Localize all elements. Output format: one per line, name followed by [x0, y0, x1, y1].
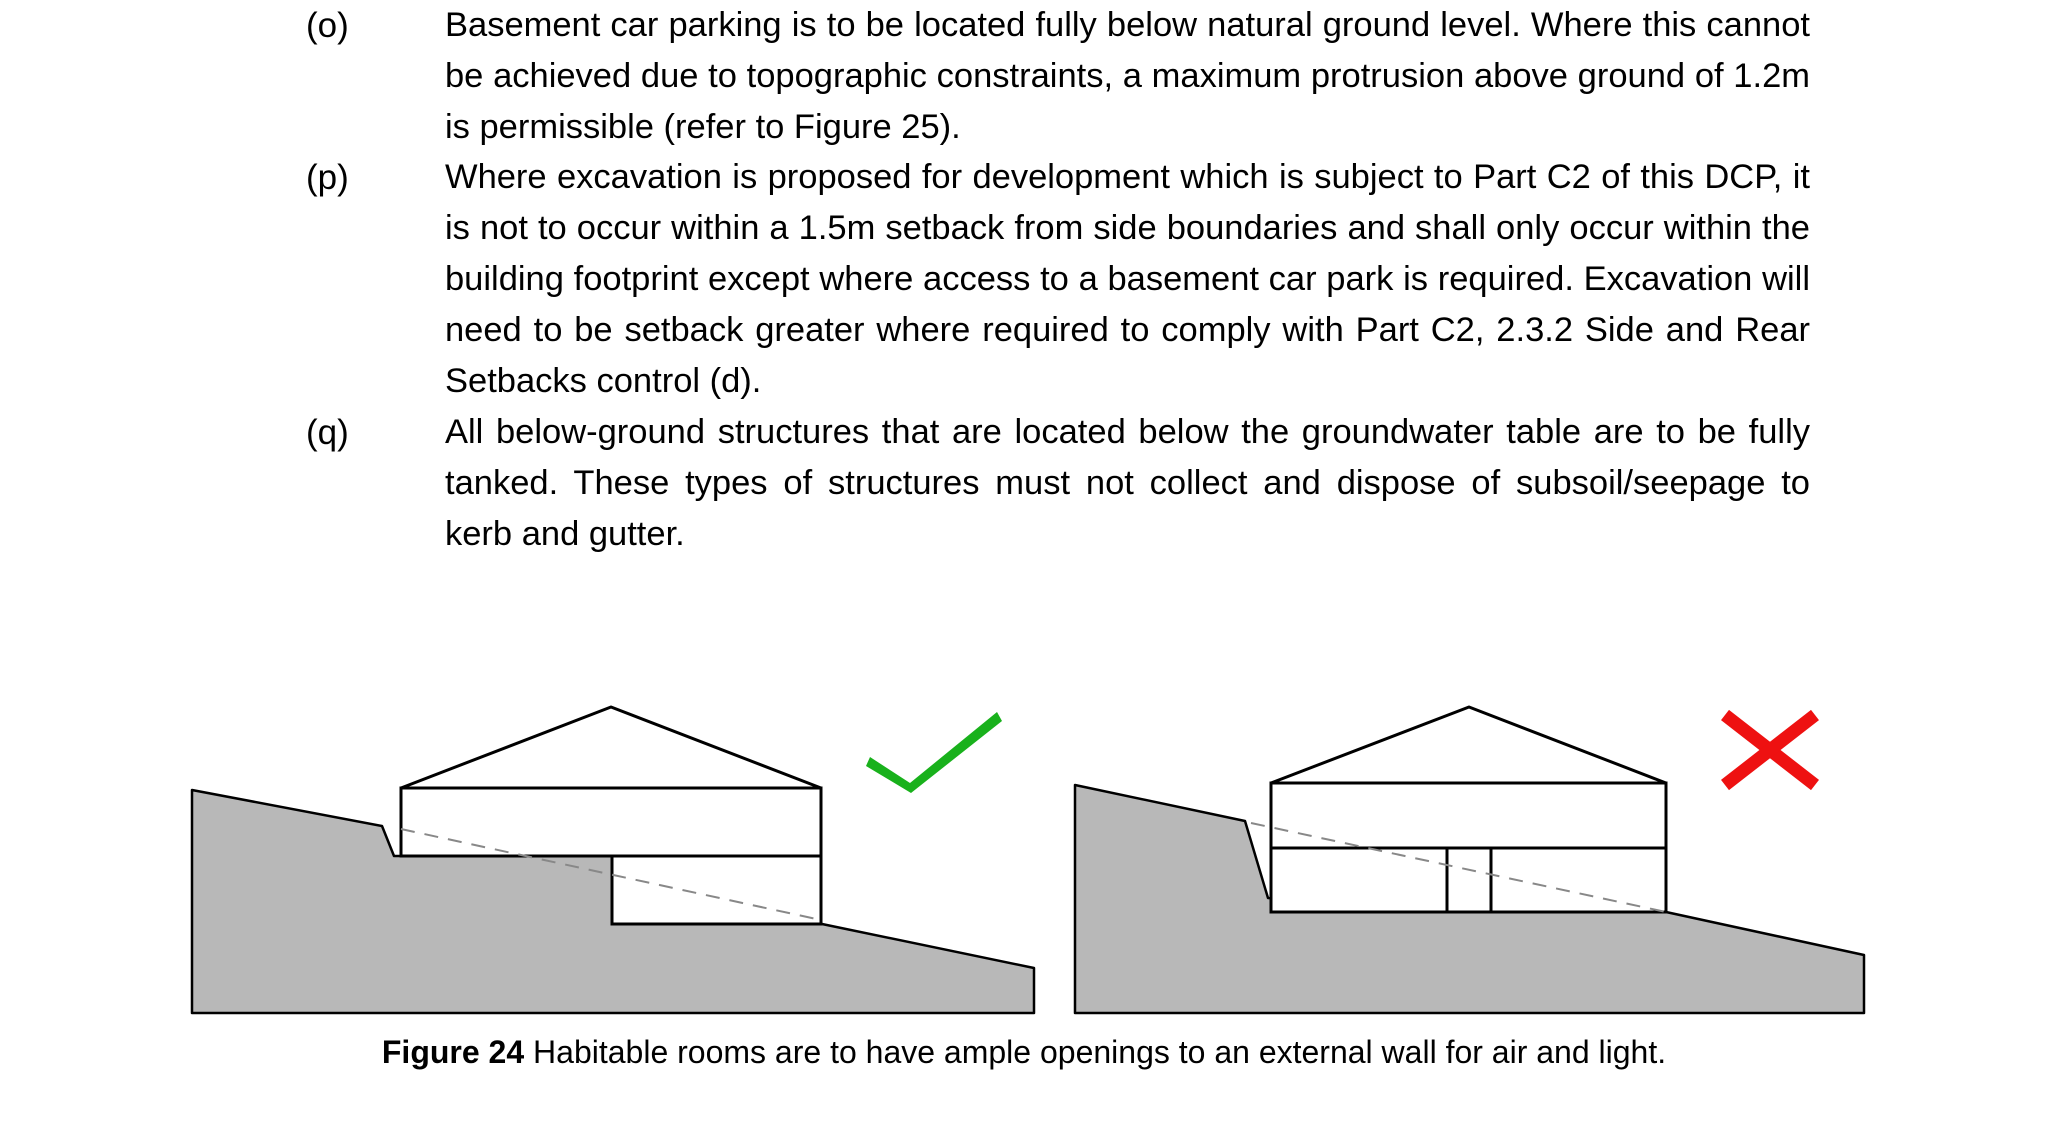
roof-left	[401, 707, 821, 788]
incorrect-example	[1075, 707, 1864, 1013]
clause-label: (p)	[306, 158, 349, 197]
roof-right	[1271, 707, 1666, 783]
clause-text: Where excavation is proposed for development which is subject to Part C2 of this DCP, it is not to occur within a 1.5m setback from side boundaries and shall only occur within the building footprint except where access to a basement car park is required. Excavation will need to be setback greater where required to comply with Part C2, 2.3.2 Side and Rear Setbacks control (d).	[445, 158, 1810, 400]
figure-caption-text: Habitable rooms are to have ample openings to an external wall for air and light.	[533, 1034, 1667, 1070]
clause-label: (o)	[306, 6, 349, 45]
figure-caption	[0, 1030, 2048, 1074]
clause-text: All below-ground structures that are located below the groundwater table are to be fully tanked. These types of structures must not collect and dispose of subsoil/seepage to kerb and gutter.	[445, 413, 1810, 553]
figure-24-diagram	[0, 690, 2048, 1020]
cross-icon	[1725, 715, 1815, 785]
correct-example	[192, 707, 1034, 1013]
lower-floor-right	[1271, 848, 1666, 912]
upper-floor-right	[1271, 783, 1666, 848]
check-icon	[866, 712, 1002, 793]
clause-label: (q)	[306, 413, 349, 452]
figure-label: Figure 24	[381, 1034, 525, 1070]
clause-text: Basement car parking is to be located fully below natural ground level. Where this cannot be achieved due to topographic constraints, a maximum protrusion above ground of 1.2m is permissible (refer to Figure 25).	[445, 6, 1810, 146]
upper-floor-left	[401, 788, 821, 856]
